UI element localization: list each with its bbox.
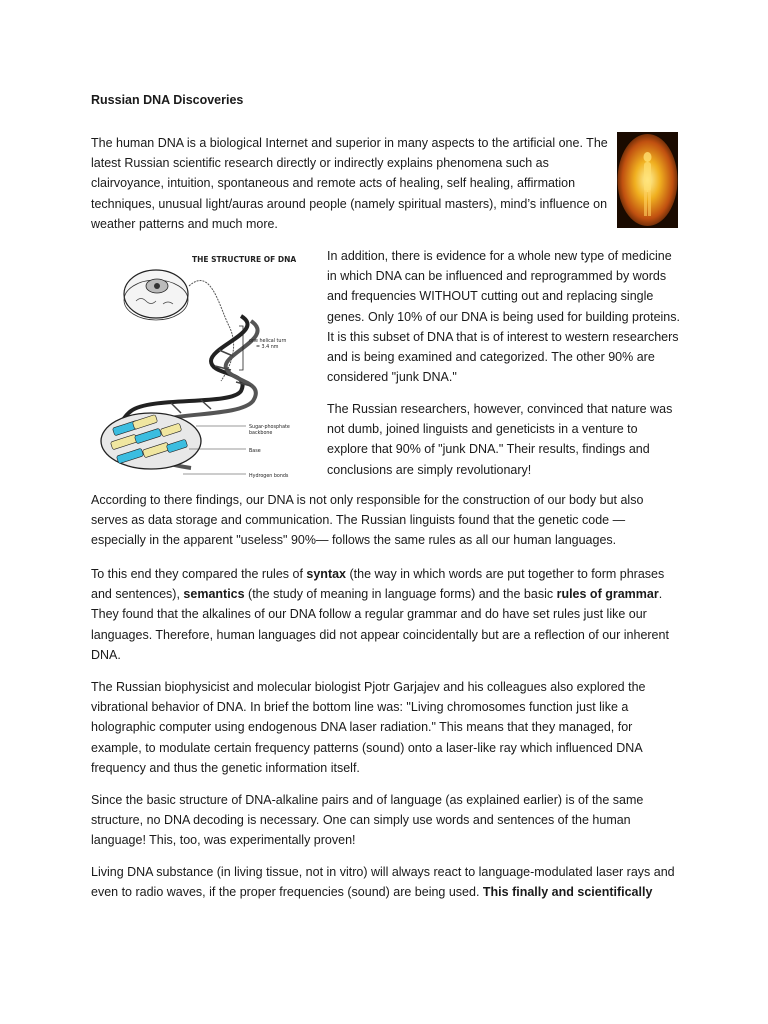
label-base: Base (249, 449, 261, 454)
emphasis-scientifically: This finally and scientifically (482, 885, 653, 900)
paragraph-new-medicine: In addition, there is evidence for a whole new type of medicine in which DNA can be influenced and reprogrammed by words and frequencies WITHOUT cutting out and replacing single genes. Only 10% of our DNA is being used for building proteins. It is this subset of DNA that is of interest to western researchers and is being examined and categorized. The other 90% are considered "junk DNA." (327, 249, 680, 385)
term-rules-of-grammar: rules of grammar (556, 587, 659, 602)
paragraph-living-dna: Living DNA substance (in living tissue, not in vitro) will always react to language-modulated laser rays and even to radio waves, if the proper frequencies (sound) are being used. This finally and scientifically (91, 865, 675, 900)
label-hydrogen-bonds: Hydrogen bonds (249, 474, 289, 479)
paragraph-decoding: Since the basic structure of DNA-alkaline pairs and of language (as explained earlier) is of the same structure, no DNA decoding is necessary. One can simply use words and sentences of the human language! This, too, was experimentally proven! (91, 793, 644, 848)
label-helical-turn: one helical turn (249, 339, 287, 344)
label-backbone: Sugar-phosphate (249, 425, 290, 430)
label-backbone-2: backbone (249, 431, 273, 436)
paragraph-junk-dna: The Russian researchers, however, convinced that nature was not dumb, joined linguists and geneticists in a venture to explore that 90% of "junk DNA." Their results, findings and conclusions are simply revolutionary! (327, 402, 673, 477)
term-semantics: semantics (183, 587, 245, 602)
aura-image (617, 132, 678, 228)
label-helical-turn-size: = 3.4 nm (256, 345, 279, 350)
paragraph-garjajev: The Russian biophysicist and molecular biologist Pjotr Garjajev and his colleagues also explored the vibrational behavior of DNA. In brief the bottom line was: "Living chromosomes function just like a holographic computer using endogenous DNA laser radiation." This means that they managed, for example, to modulate certain frequency patterns (sound) onto a laser-like ray which influenced DNA frequency and thus the genetic information itself. (91, 680, 646, 775)
paragraph-intro: The human DNA is a biological Internet and superior in many aspects to the artificial one. The latest Russian scientific research directly or indirectly explains phenomena such as clairvoyance, intuition, spontaneous and remote acts of healing, self healing, affirmation techniques, unusual light/auras around people (namely spiritual masters), mind’s influence on weather patterns and much more. (91, 136, 608, 231)
figure-title: THE STRUCTURE OF DNA (192, 255, 297, 264)
term-syntax: syntax (306, 567, 347, 581)
dna-structure-figure (91, 246, 321, 486)
paragraph-grammar: To this end they compared the rules of syntax (the way in which words are put together to form phrases and sentences), semantics (the study of meaning in language forms) and the basic rules of grammar. They found that the alkalines of our DNA follow a regular grammar and do have set rules just like our languages. Therefore, human languages did not appear coincidentally but are a reflection of our inherent DNA. (91, 567, 669, 662)
paragraph-findings: According to there findings, our DNA is not only responsible for the construction of our body but also serves as data storage and communication. The Russian linguists found that the genetic code — especially in the apparent "useless" 90%— follows the same rules as all our human languages. (91, 493, 644, 548)
document-title: Russian DNA Discoveries (91, 93, 244, 107)
